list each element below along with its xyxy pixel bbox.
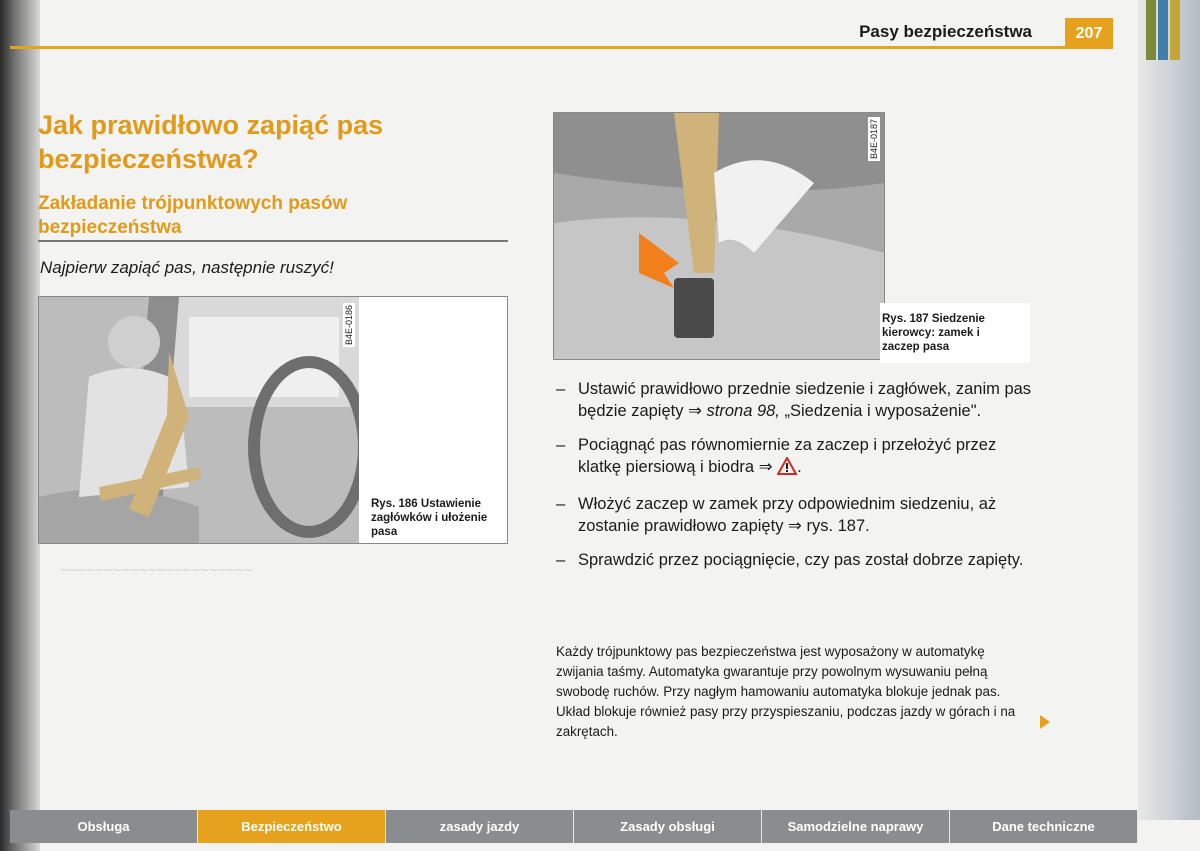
edge-tab: [1146, 0, 1156, 60]
edge-tab: [1158, 0, 1168, 60]
figure-186-number: Rys. 186: [371, 498, 418, 510]
driver-seatbelt-illustration: [39, 297, 359, 543]
nav-tab-dane-techniczne[interactable]: Dane techniczne: [950, 810, 1138, 843]
sub-heading-rule: [38, 240, 508, 242]
list-dash: –: [556, 551, 566, 569]
instruction-list: [556, 378, 1036, 583]
sub-heading: [38, 192, 458, 240]
intro-text: Najpierw zapiąć pas, następnie ruszyć!: [40, 258, 334, 277]
step-text: Pociągnąć pas równomiernie za zaczep i przełożyć przez klatkę piersiową i biodra: [578, 436, 997, 476]
nav-tab-zasady-obslugi[interactable]: Zasady obsługi: [574, 810, 762, 843]
figure-187-caption: [882, 312, 1000, 354]
double-arrow-icon: ⇒: [758, 458, 773, 476]
step-tail: „Siedzenia i wyposażenie".: [784, 402, 982, 420]
nav-tab-bezpieczenstwo[interactable]: Bezpieczeństwo: [198, 810, 386, 843]
figure-187-code: B4E-0187: [869, 119, 879, 160]
double-arrow-icon: ⇒: [788, 517, 802, 535]
continue-arrow-icon[interactable]: [1040, 715, 1050, 729]
step-item: [556, 434, 1036, 481]
figure-186-photo: [39, 297, 359, 543]
buckle-illustration: [554, 113, 884, 359]
nav-tab-zasady-jazdy[interactable]: zasady jazdy: [386, 810, 574, 843]
step-item: [556, 378, 1036, 422]
body-paragraph: Każdy trójpunktowy pas bezpieczeństwa jest wyposażony w automatykę zwijania taśmy. Automatyka gwarantuje przy powolnym wysuwaniu pełną swobodę ruchów. Przy nagłym hamowaniu automatyka blokuje jednak pas. Układ blokuje również pasy przy przyspieszaniu, podczas jazdy w górach i na zakrętach.: [556, 644, 1016, 739]
step-item: [556, 493, 1036, 537]
sub-heading-text: Zakładanie trójpunktowych pasów bezpieczeństwa: [38, 193, 348, 238]
figure-187-photo: [554, 113, 884, 359]
step-figure-ref[interactable]: rys. 187.: [806, 517, 870, 535]
figure-186-text: Ustawienie zagłówków i ułożenie pasa: [371, 498, 488, 538]
figure-187-number: Rys. 187: [882, 313, 929, 325]
page-binding-shadow: [0, 0, 40, 851]
step-text: Sprawdzić przez pociągnięcie, czy pas został dobrze zapięty.: [578, 551, 1024, 569]
double-arrow-icon: ⇒: [688, 402, 702, 420]
section-nav-bar: [10, 810, 1138, 843]
figure-186-caption: [371, 497, 503, 539]
edge-tab: [1170, 0, 1180, 60]
list-dash: –: [556, 495, 566, 513]
header-rule: [10, 46, 1065, 49]
step-text: Włożyć zaczep w zamek przy odpowiednim siedzeniu, aż zostanie prawidłowo zapięty: [578, 495, 997, 535]
warning-triangle-icon[interactable]: [777, 457, 797, 481]
step-page-ref[interactable]: strona 98,: [706, 402, 780, 420]
list-dash: –: [556, 380, 566, 398]
header-title: Pasy bezpieczeństwa: [859, 22, 1032, 41]
page-number: 207: [1065, 18, 1113, 49]
figure-187-text: Siedzenie kierowcy: zamek i zaczep pasa: [882, 313, 985, 353]
page-right-edge: [1138, 0, 1200, 820]
nav-tab-samodzielne-naprawy[interactable]: Samodzielne naprawy: [762, 810, 950, 843]
figure-186-code: B4E-0186: [344, 305, 354, 346]
step-text: Ustawić prawidłowo przednie siedzenie i zagłówek, zanim pas będzie zapięty: [578, 380, 1032, 420]
main-heading: Jak prawidłowo zapiąć pas bezpieczeństwa?: [38, 110, 384, 174]
bleed-through-text: ~~~~~~~~~~~~~~~~~~~~~~: [60, 562, 253, 579]
step-tail: .: [797, 458, 802, 476]
figure-187: [553, 112, 885, 360]
figure-186: [38, 296, 508, 544]
list-dash: –: [556, 436, 566, 454]
step-item: [556, 549, 1036, 571]
nav-tab-obsluga[interactable]: Obsługa: [10, 810, 198, 843]
